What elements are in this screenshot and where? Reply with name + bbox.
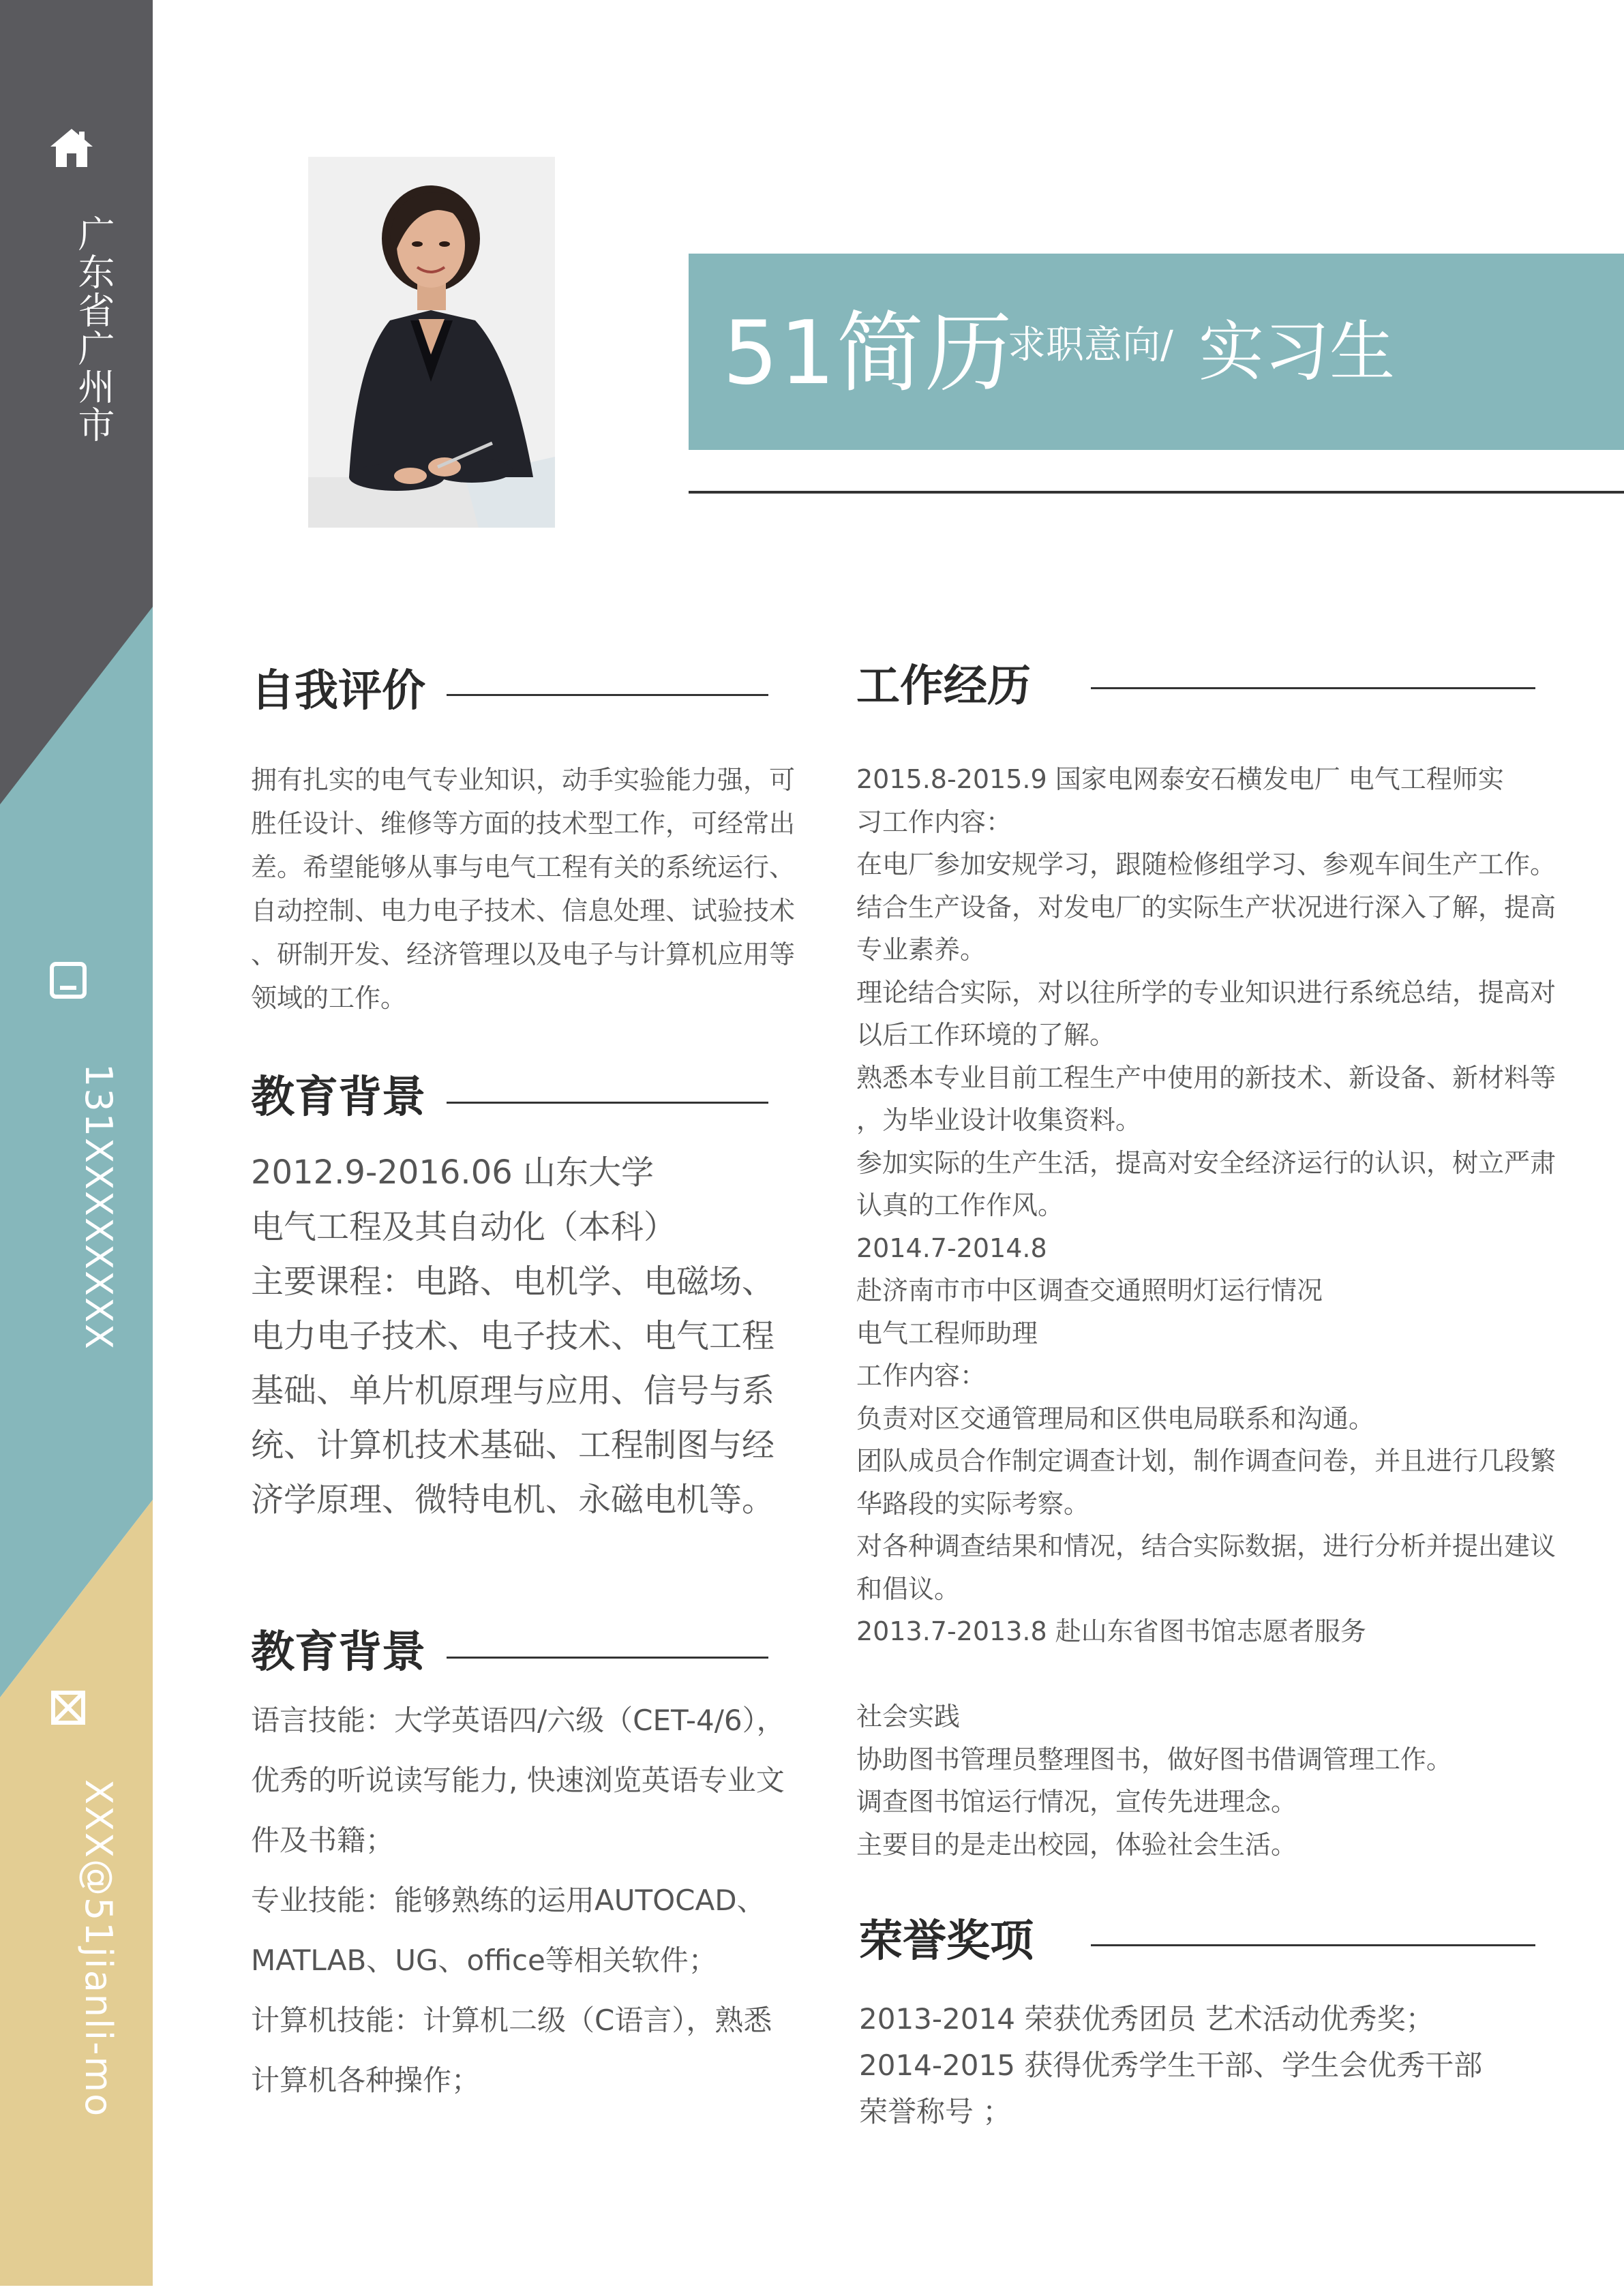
work-line: 认真的工作作风。 [856,1190,1064,1220]
work-line: 华路段的实际考察。 [856,1488,1090,1519]
work-line: 结合生产设备，对发电厂的实际生产状况进行深入了解，提高 [856,892,1557,922]
skills-heading: 教育背景 [251,1627,425,1678]
work-line: 2013.7-2013.8 赴山东省图书馆志愿者服务 [856,1616,1366,1646]
work-line: 协助图书管理员整理图书，做好图书借调管理工作。 [856,1744,1453,1774]
honor-line: 2013-2014 荣获优秀团员 艺术活动优秀奖； [859,2002,1434,2036]
work-text [856,758,1556,1866]
sidebar [0,0,153,2296]
work-line: 以后工作环境的了解。 [856,1020,1116,1050]
phone-icon [48,961,130,1029]
skills-line: 专业技能：能够熟练的运用AUTOCAD、 [251,1884,766,1917]
work-line: 专业素养。 [856,935,987,965]
education-heading-rule [447,1102,768,1104]
email-icon [48,1687,130,1755]
profile-photo [308,157,555,528]
self-eval-line: 自动控制、电力电子技术、信息处理、试验技术 [251,896,796,926]
work-heading: 工作经历 [856,661,1031,712]
location-text: 广东省广州市 [72,215,115,444]
skills-line: 计算机技能：计算机二级（C语言），熟悉 [251,2004,772,2037]
self-eval-line: 领域的工作。 [251,983,407,1013]
self-eval-heading: 自我评价 [251,666,425,716]
skills-heading-rule [447,1657,768,1659]
self-eval-line: 胜任设计、维修等方面的技术型工作，可经常出 [251,809,796,839]
work-line: 赴济南市市中区调查交通照明灯运行情况 [856,1275,1323,1305]
work-line: 理论结合实际，对以往所学的专业知识进行系统总结，提高对 [856,977,1557,1008]
honor-line: 荣誉称号 ； [859,2095,1012,2128]
work-line: 对各种调查结果和情况，结合实际数据，进行分析并提出建议 [856,1531,1557,1561]
work-line: 调查图书馆运行情况，宣传先进理念。 [856,1787,1297,1817]
work-heading-rule [1091,687,1535,689]
work-line: 团队成员合作制定调查计划，制作调查问卷，并且进行几段繁 [856,1446,1557,1476]
education-text [251,1145,775,1527]
header-divider [689,491,1624,494]
skills-line: 件及书籍； [251,1824,395,1857]
education-line: 基础、单片机原理与应用、信号与系 [251,1372,775,1410]
work-line: 电气工程师助理 [856,1318,1038,1348]
honors-heading-rule [1091,1944,1535,1946]
job-intent-position: 实习生 [1199,314,1395,390]
work-line: 工作内容： [856,1361,987,1391]
sidebar-white-gap [0,2286,153,2296]
education-line: 电力电子技术、电子技术、电气工程 [251,1317,775,1355]
education-line: 电气工程及其自动化（本科） [251,1208,677,1246]
honors-heading: 荣誉奖项 [859,1916,1034,1967]
work-line: ，为毕业设计收集资料。 [856,1105,1142,1135]
honors-text [859,1996,1482,2135]
skills-line: MATLAB、UG、office等相关软件； [251,1944,717,1977]
education-line: 统、计算机技术基础、工程制图与经 [251,1426,775,1464]
work-line: 主要目的是走出校园，体验社会生活。 [856,1829,1297,1860]
self-eval-heading-rule [447,694,768,696]
work-line: 熟悉本专业目前工程生产中使用的新技术、新设备、新材料等 [856,1062,1557,1093]
self-eval-line: 、研制开发、经济管理以及电子与计算机应用等 [251,939,796,969]
email-text: XXX@51jianli-mo [77,1779,120,2118]
skills-text [251,1691,785,2111]
work-line: 2014.7-2014.8 [856,1233,1047,1263]
work-line: 社会实践 [856,1702,961,1732]
education-heading: 教育背景 [251,1072,425,1123]
education-line: 主要课程：电路、电机学、电磁场、 [251,1263,775,1301]
work-line: 2015.8-2015.9 国家电网泰安石横发电厂 电气工程师实 [856,764,1504,794]
job-intent-label: 求职意向/ [1008,323,1173,367]
self-eval-text [251,758,795,1020]
education-line: 2012.9-2016.06 山东大学 [251,1153,655,1192]
work-line [856,1653,1556,1696]
self-eval-line: 差。希望能够从事与电气工程有关的系统运行、 [251,852,796,882]
resume-title: 51简历 [723,303,1014,404]
skills-line: 语言技能：大学英语四/六级（CET-4/6）， [251,1704,785,1737]
home-icon [48,126,130,194]
honor-line: 2014-2015 获得优秀学生干部、学生会优秀干部 [859,2049,1483,2082]
phone-text: 131XXXXXXXX [77,1063,120,1351]
work-line: 负责对区交通管理局和区供电局联系和沟通。 [856,1403,1375,1434]
work-line: 习工作内容： [856,806,1012,837]
work-line: 参加实际的生产生活，提高对安全经济运行的认识，树立严肃 [856,1147,1557,1178]
self-eval-line: 拥有扎实的电气专业知识，动手实验能力强，可 [251,765,796,795]
skills-line: 计算机各种操作； [251,2064,481,2097]
work-line: 和倡议。 [856,1573,961,1604]
education-line: 济学原理、微特电机、永磁电机等。 [251,1481,775,1519]
work-line: 在电厂参加安规学习，跟随检修组学习、参观车间生产工作。 [856,849,1557,879]
skills-line: 优秀的听说读写能力, 快速浏览英语专业文 [251,1764,785,1797]
